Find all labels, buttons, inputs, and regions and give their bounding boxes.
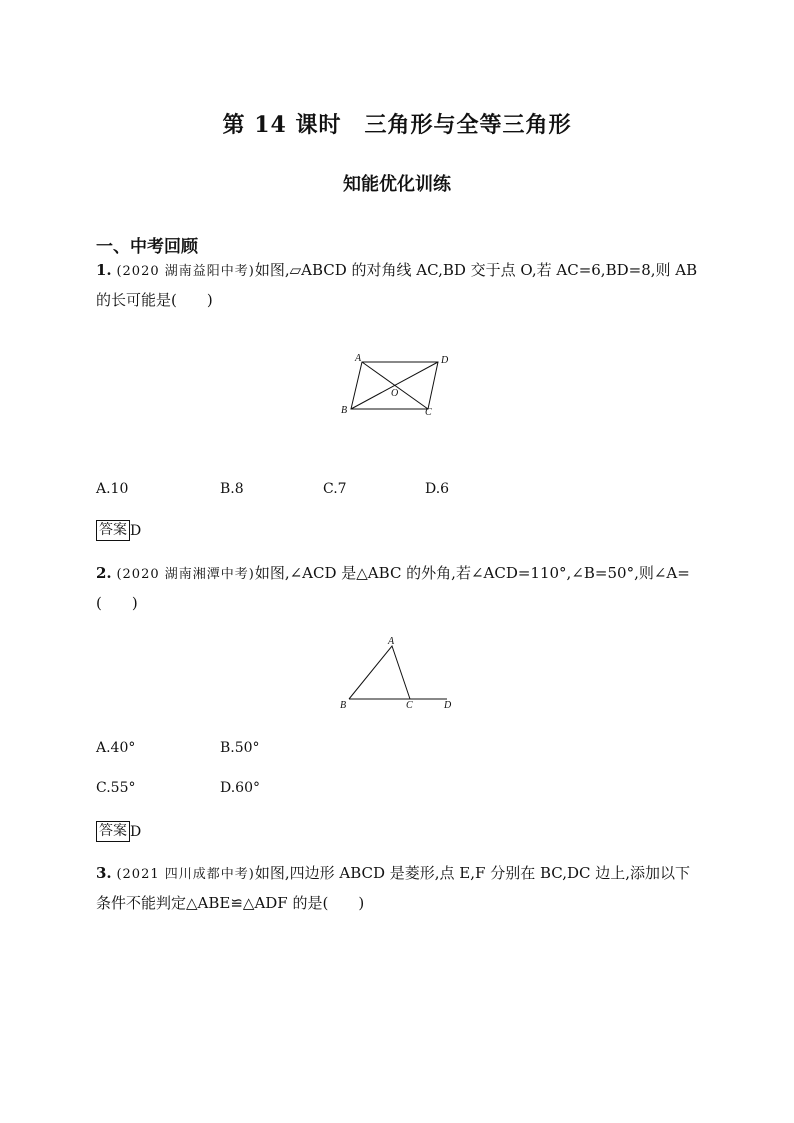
parallelogram-figure bbox=[335, 350, 455, 422]
answer-1 bbox=[96, 520, 141, 541]
page-subtitle: 知能优化训练 bbox=[343, 174, 451, 195]
diagonal-bd bbox=[351, 362, 438, 409]
question-number: 1. bbox=[96, 261, 112, 279]
label-c: C bbox=[425, 407, 432, 418]
option-c: C.7 bbox=[323, 481, 347, 497]
label-o: O bbox=[391, 388, 399, 399]
question-source: (2020 湖南益阳中考) bbox=[116, 264, 255, 279]
question-text: 如图,▱ABCD 的对角线 AC,BD 交于点 O,若 AC=6,BD=8,则 AB 的长可能是( ) bbox=[96, 261, 698, 309]
section-heading: 一、中考回顾 bbox=[96, 237, 198, 257]
answer-value: D bbox=[130, 823, 142, 840]
answer-value: D bbox=[130, 522, 142, 539]
answer-label: 答案 bbox=[96, 821, 130, 842]
answer-2 bbox=[96, 821, 141, 842]
question-text: 如图,四边形 ABCD 是菱形,点 E,F 分别在 BC,DC 边上,添加以下条件不能判定△ABE≌△ADF 的是( ) bbox=[96, 864, 691, 912]
option-d: D.60° bbox=[220, 780, 260, 796]
triangle-figure bbox=[335, 634, 460, 714]
label-a: A bbox=[355, 353, 362, 364]
question-number: 2. bbox=[96, 564, 112, 582]
page-title: 第 14 课时 三角形与全等三角形 bbox=[222, 112, 572, 138]
label-b: B bbox=[341, 405, 348, 416]
option-b: B.50° bbox=[220, 740, 260, 756]
label-c: C bbox=[406, 700, 413, 711]
option-a: A.10 bbox=[96, 481, 129, 497]
question-text: 如图,∠ACD 是△ABC 的外角,若∠ACD=110°,∠B=50°,则∠A=( ) bbox=[96, 564, 690, 612]
label-a: A bbox=[388, 636, 395, 647]
answer-label: 答案 bbox=[96, 520, 130, 541]
option-a: A.40° bbox=[96, 740, 136, 756]
question-source: (2020 湖南湘潭中考) bbox=[116, 567, 255, 582]
question-number: 3. bbox=[96, 864, 112, 882]
question-3 bbox=[96, 859, 700, 917]
question-1 bbox=[96, 256, 700, 314]
option-b: B.8 bbox=[220, 481, 244, 497]
label-d: D bbox=[441, 355, 449, 366]
triangle-shape bbox=[349, 646, 410, 699]
option-d: D.6 bbox=[425, 481, 450, 497]
label-b: B bbox=[340, 700, 347, 711]
question-2 bbox=[96, 559, 700, 617]
question-source: (2021 四川成都中考) bbox=[116, 867, 255, 882]
option-c: C.55° bbox=[96, 780, 136, 796]
label-d: D bbox=[444, 700, 452, 711]
